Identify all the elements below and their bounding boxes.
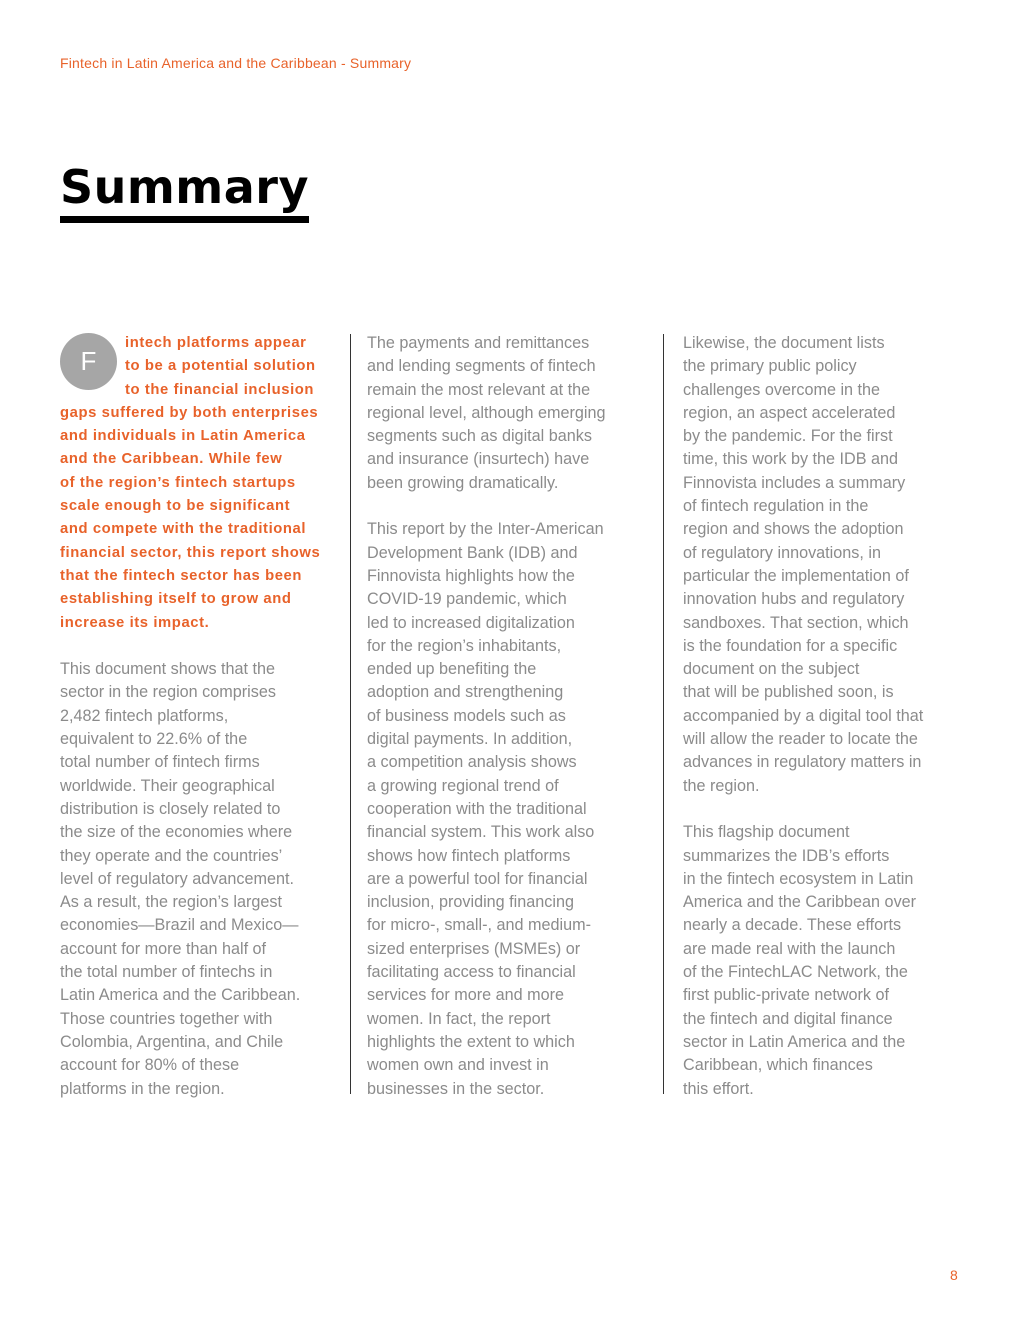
body-paragraph [367,332,649,495]
text-line: As a result, the region’s largest [60,893,282,912]
body-paragraph [683,821,968,1101]
text-line: the total number of fintechs in [60,963,273,982]
lead-line: to the financial inclusion [125,381,315,398]
text-line: sector in the region comprises [60,683,276,702]
text-line: advances in regulatory matters in [683,753,922,772]
text-line: sized enterprises (MSMEs) or [367,939,581,958]
text-line: businesses in the sector. [367,1079,545,1098]
text-line: this effort. [683,1079,754,1098]
text-line: Likewise, the document lists [683,334,885,352]
text-line: for the region’s inhabitants, [367,636,562,655]
text-line: innovation hubs and regulatory [683,590,905,609]
text-line: summarizes the IDB’s efforts [683,846,890,865]
text-line: Development Bank (IDB) and [367,543,578,562]
text-line: for micro-, small-, and medium- [367,916,591,935]
lead-line: of the region’s fintech startups [60,474,296,491]
text-line: economies—Brazil and Mexico— [60,916,299,935]
text-line: cooperation with the traditional [367,799,587,818]
text-line: by the pandemic. For the first [683,427,893,446]
text-line: region and shows the adoption [683,520,904,539]
text-line: and insurance (insurtech) have [367,450,590,469]
text-line: This document shows that the [60,660,276,679]
text-line: the primary public policy [683,357,857,376]
text-line: women. In fact, the report [367,1009,551,1028]
text-line: This flagship document [683,823,850,842]
text-line: account for more than half of [60,939,267,958]
column-3 [683,332,968,1124]
text-line: total number of fintech firms [60,753,260,772]
text-line: Those countries together with [60,1009,273,1028]
dropcap: F [60,333,117,390]
running-header: Fintech in Latin America and the Caribbean - Summary [60,55,412,71]
text-line: the size of the economies where [60,823,293,842]
text-line: in the fintech ecosystem in Latin [683,869,914,888]
text-line: services for more and more [367,986,565,1005]
text-line: of fintech regulation in the [683,497,869,516]
text-line: been growing dramatically. [367,473,559,492]
lead-line: scale enough to be significant [60,498,291,515]
text-line: sector in Latin America and the [683,1032,906,1051]
text-line: of business models such as [367,706,566,725]
text-line: will allow the reader to locate the [683,730,918,749]
text-line: Colombia, Argentina, and Chile [60,1032,284,1051]
text-line: Latin America and the Caribbean. [60,986,301,1005]
text-line: a growing regional trend of [367,776,559,795]
lead-line: that the fintech sector has been [60,567,303,584]
text-line: remain the most relevant at the [367,380,591,399]
text-line: accompanied by a digital tool that [683,706,924,725]
text-line: the region. [683,776,760,795]
text-line: digital payments. In addition, [367,730,573,749]
text-line: and lending segments of fintech [367,357,596,376]
lead-line: to be a potential solution [125,358,316,375]
text-line: women own and invest in [367,1056,549,1075]
body-paragraph [367,518,649,1100]
text-line: America and the Caribbean over [683,893,917,912]
text-line: they operate and the countries’ [60,846,283,865]
text-line: account for 80% of these [60,1056,240,1075]
body-paragraph [683,332,968,798]
lead-line: establishing itself to grow and [60,591,292,608]
text-line: equivalent to 22.6% of the [60,730,248,749]
lead-line: intech platforms appear [125,335,307,351]
text-line: led to increased digitalization [367,613,575,632]
text-line: 2,482 fintech platforms, [60,706,229,725]
lead-line: financial sector, this report shows [60,544,321,561]
text-line: are a powerful tool for financial [367,869,588,888]
text-line: facilitating access to financial [367,963,576,982]
text-line: challenges overcome in the [683,380,881,399]
lead-paragraph [60,332,336,635]
title-block [60,158,309,223]
lead-line: and individuals in Latin America [60,428,306,445]
text-line: region, an aspect accelerated [683,403,896,422]
lead-line: increase its impact. [60,614,210,631]
text-line: Caribbean, which finances [683,1056,873,1075]
text-line: of the FintechLAC Network, the [683,963,908,982]
text-line: particular the implementation of [683,566,909,585]
text-line: worldwide. Their geographical [60,776,275,795]
text-line: regional level, although emerging [367,403,606,422]
page-title: Summary [60,158,309,223]
lead-line: and compete with the traditional [60,521,307,538]
text-line: financial system. This work also [367,823,595,842]
text-line: is the foundation for a specific [683,636,898,655]
column-1 [60,332,336,1124]
text-line: platforms in the region. [60,1079,225,1098]
text-line: the fintech and digital finance [683,1009,893,1028]
text-line: that will be published soon, is [683,683,894,702]
page-number: 8 [950,1267,958,1283]
text-line: of regulatory innovations, in [683,543,881,562]
text-line: shows how fintech platforms [367,846,571,865]
body-paragraph [60,658,336,1101]
text-line: are made real with the launch [683,939,896,958]
text-line: nearly a decade. These efforts [683,916,902,935]
text-line: distribution is closely related to [60,799,281,818]
text-line: ended up benefiting the [367,660,537,679]
text-line: Finnovista includes a summary [683,473,906,492]
lead-line: gaps suffered by both enterprises [60,404,319,421]
text-line: Finnovista highlights how the [367,566,575,585]
column-divider [350,334,351,1094]
text-line: document on the subject [683,660,860,679]
column-2 [367,332,649,1124]
text-line: The payments and remittances [367,334,590,352]
text-line: sandboxes. That section, which [683,613,909,632]
text-line: adoption and strengthening [367,683,564,702]
text-line: first public-private network of [683,986,890,1005]
column-divider [663,334,664,1094]
text-line: a competition analysis shows [367,753,577,772]
text-line: segments such as digital banks [367,427,592,446]
lead-line: and the Caribbean. While few [60,451,283,468]
text-line: level of regulatory advancement. [60,869,294,888]
text-line: highlights the extent to which [367,1032,575,1051]
text-line: inclusion, providing financing [367,893,574,912]
text-line: This report by the Inter-American [367,520,604,539]
text-line: time, this work by the IDB and [683,450,899,469]
text-line: COVID-19 pandemic, which [367,590,567,609]
